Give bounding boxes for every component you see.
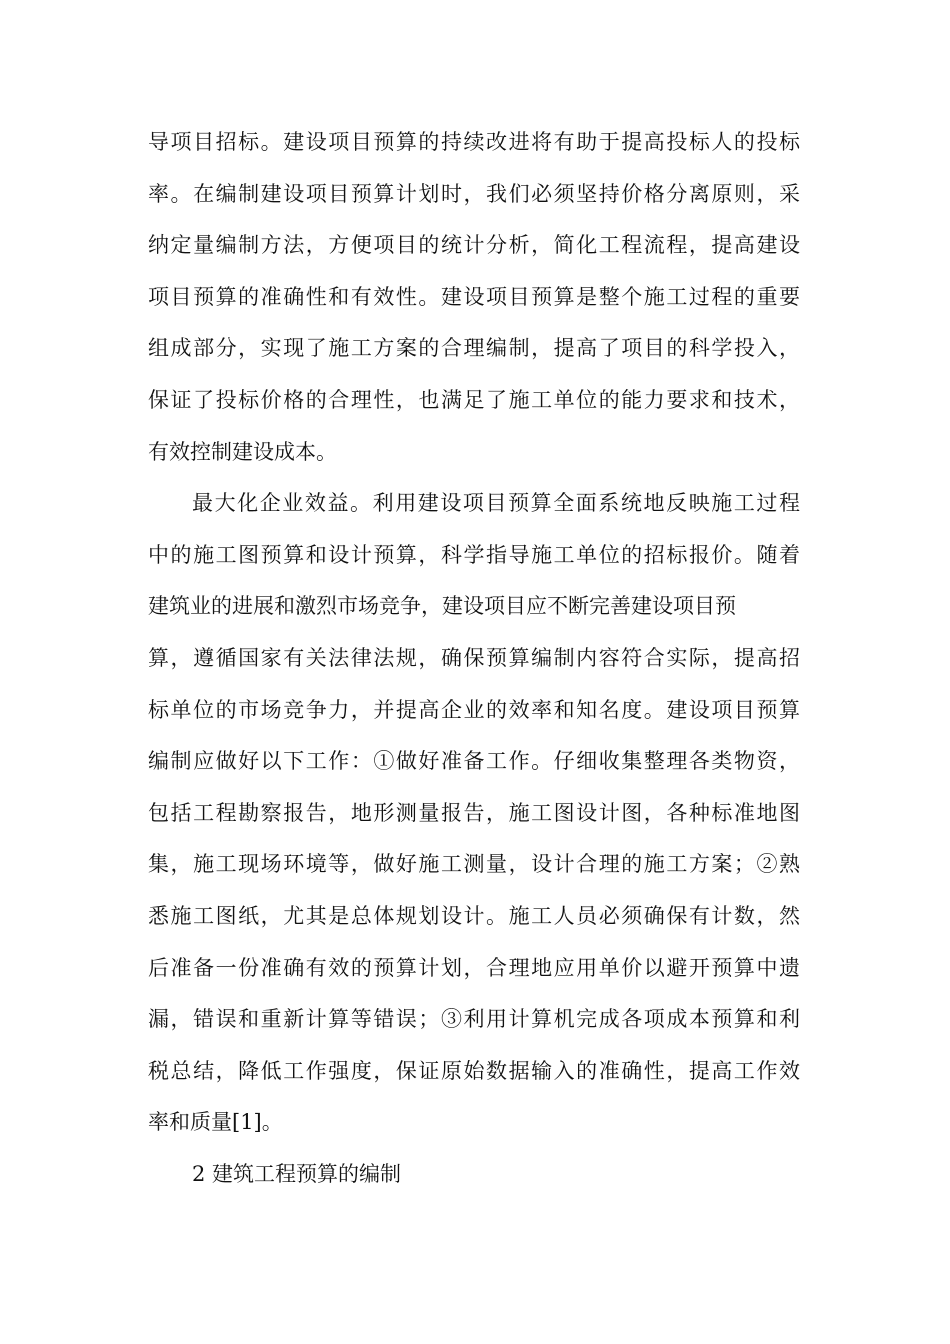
text-line: 有效控制建设成本。	[148, 439, 337, 464]
text-line: 悉施工图纸，尤其是总体规划设计。施工人员必须确保有计数，然	[148, 903, 800, 928]
text-line: 率和质量[1]。	[148, 1110, 283, 1135]
text-line: 纳定量编制方法，方便项目的统计分析，简化工程流程，提高建设	[148, 233, 800, 258]
paragraph-1	[148, 117, 800, 478]
text-line: 率。在编制建设项目预算计划时，我们必须坚持价格分离原则，采	[148, 181, 800, 206]
text-line: 导项目招标。建设项目预算的持续改进将有助于提高投标人的投标	[148, 130, 800, 154]
text-line: 包括工程勘察报告，地形测量报告，施工图设计图，各种标准地图	[148, 800, 800, 825]
text-line: 建筑业的进展和激烈市场竞争，建设项目应不断完善建设项目预	[148, 594, 736, 619]
text-line: 标单位的市场竞争力，并提高企业的效率和知名度。建设项目预算	[148, 697, 800, 722]
text-line: 集，施工现场环境等，做好施工测量，设计合理的施工方案；②熟	[148, 852, 800, 877]
text-line: 中的施工图预算和设计预算，科学指导施工单位的招标报价。随着	[148, 542, 800, 567]
text-line: 漏，错误和重新计算等错误；③利用计算机完成各项成本预算和利	[148, 1007, 800, 1032]
section-heading	[148, 1149, 800, 1201]
text-line: 组成部分，实现了施工方案的合理编制，提高了项目的科学投入，	[148, 336, 800, 361]
text-line: 后准备一份准确有效的预算计划，合理地应用单价以避开预算中遗	[148, 955, 800, 980]
body-text	[148, 117, 800, 1200]
text-line: 编制应做好以下工作：①做好准备工作。仔细收集整理各类物资，	[148, 749, 800, 774]
paragraph-2	[148, 478, 800, 1149]
text-line: 最大化企业效益。利用建设项目预算全面系统地反映施工过程	[192, 491, 800, 516]
text-line: 项目预算的准确性和有效性。建设项目预算是整个施工过程的重要	[148, 284, 800, 309]
text-line: 税总结，降低工作强度，保证原始数据输入的准确性，提高工作效	[148, 1058, 800, 1083]
text-line: 保证了投标价格的合理性，也满足了施工单位的能力要求和技术，	[148, 387, 800, 412]
text-line: 算，遵循国家有关法律法规，确保预算编制内容符合实际，提高招	[148, 645, 800, 670]
section-heading-text: 2 建筑工程预算的编制	[192, 1161, 402, 1186]
